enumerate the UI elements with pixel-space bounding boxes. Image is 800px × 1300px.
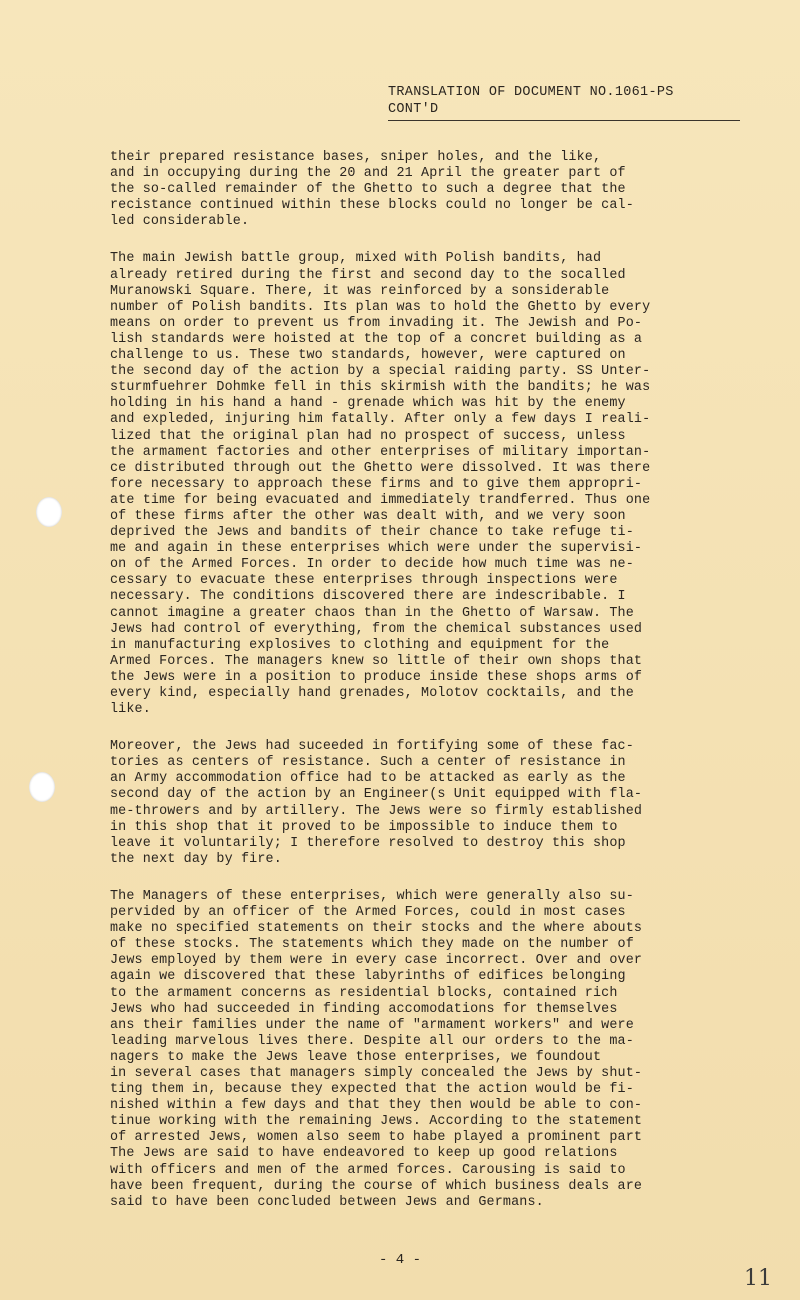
text-line: and expleded, injuring him fatally. After only a few days I reali-	[110, 412, 651, 428]
text-line: lish standards were hoisted at the top of a concret building as a	[110, 331, 643, 347]
text-line: The Jews are said to have endeavored to keep up good relations	[110, 1146, 618, 1162]
text-line: every kind, especially hand grenades, Molotov cocktails, and the	[110, 686, 634, 701]
text-line: nagers to make the Jews leave those enterprises, we foundout	[110, 1049, 602, 1065]
text-line: their prepared resistance bases, sniper holes, and the like,	[110, 150, 602, 165]
text-line: nished within a few days and that they then would be able to con-	[110, 1098, 643, 1114]
text-line: have been frequent, during the course of which business deals are	[110, 1178, 643, 1194]
text-line: cannot imagine a greater chaos than in the Ghetto of Warsaw. The	[110, 605, 634, 621]
text-line: The main Jewish battle group, mixed with Polish bandits, had	[110, 251, 602, 267]
text-line: said to have been concluded between Jews and Germans.	[110, 1194, 544, 1210]
paragraph	[110, 251, 770, 718]
text-line: fore necessary to approach these firms and to give them appropri-	[110, 476, 643, 492]
text-line: Muranowski Square. There, it was reinforced by a sonsiderable	[110, 283, 610, 299]
text-line: The Managers of these enterprises, which were generally also su-	[110, 888, 634, 904]
document-header	[388, 84, 740, 121]
handwritten-folio-number: 11	[744, 1266, 772, 1291]
text-line: make no specified statements on their stocks and the where abouts	[110, 921, 643, 937]
text-line: Armed Forces. The managers knew so little of their own shops that	[110, 653, 643, 669]
text-line: in manufacturing explosives to clothing and equipment for the	[110, 637, 610, 653]
text-line: holding in his hand a hand - grenade which was hit by the enemy	[110, 396, 626, 412]
text-line: like.	[110, 702, 151, 718]
text-line: second day of the action by an Engineer(s Unit equipped with fla-	[110, 787, 643, 803]
paragraph	[110, 739, 770, 868]
text-line: the so-called remainder of the Ghetto to such a degree that the	[110, 182, 626, 198]
text-line: lized that the original plan had no prospect of success, unless	[110, 428, 626, 444]
text-line: tories as centers of resistance. Such a center of resistance in	[110, 755, 626, 771]
text-line: ce distributed through out the Ghetto were dissolved. It was there	[110, 460, 651, 476]
text-line: me-throwers and by artillery. The Jews were so firmly established	[110, 803, 643, 819]
text-line: of these stocks. The statements which they made on the number of	[110, 937, 634, 953]
header-title: TRANSLATION OF DOCUMENT NO.1061-PS	[388, 85, 674, 100]
text-line: cessary to evacuate these enterprises through inspections were	[110, 573, 618, 589]
text-line: and in occupying during the 20 and 21 April the greater part of	[110, 166, 626, 182]
text-line: of arrested Jews, women also seem to habe played a prominent part	[110, 1130, 643, 1146]
text-line: challenge to us. These two standards, however, were captured on	[110, 348, 626, 364]
text-line: Moreover, the Jews had suceeded in fortifying some of these fac-	[110, 739, 634, 755]
text-line: ans their families under the name of "armament workers" and were	[110, 1017, 634, 1033]
punch-hole	[36, 497, 62, 527]
text-line: ate time for being evacuated and immediately trandferred. Thus one	[110, 492, 651, 508]
text-line: an Army accommodation office had to be attacked as early as the	[110, 771, 626, 787]
text-line: recistance continued within these blocks could no longer be cal-	[110, 198, 634, 214]
header-continued: CONT'D	[388, 102, 439, 117]
text-line: led considerable.	[110, 214, 250, 230]
text-line: the second day of the action by a special raiding party. SS Unter-	[110, 364, 651, 380]
punch-hole	[29, 772, 55, 802]
text-line: means on order to prevent us from invading it. The Jewish and Po-	[110, 315, 643, 331]
text-line: the armament factories and other enterprises of military importan-	[110, 444, 651, 460]
text-line: ting them in, because they expected that the action would be fi-	[110, 1082, 634, 1098]
text-line: in this shop that it proved to be impossible to induce them to	[110, 819, 618, 835]
text-line: Jews had control of everything, from the chemical substances used	[110, 621, 643, 637]
page-number: - 4 -	[378, 1252, 421, 1268]
text-line: with officers and men of the armed forces. Carousing is said to	[110, 1162, 626, 1178]
paragraph	[110, 889, 770, 1211]
text-line: sturmfuehrer Dohmke fell in this skirmish with the bandits; he was	[110, 380, 651, 396]
text-line: pervided by an officer of the Armed Forces, could in most cases	[110, 905, 626, 921]
text-line: of these firms after the other was dealt with, and we very soon	[110, 508, 626, 524]
text-line: deprived the Jews and bandits of their chance to take refuge ti-	[110, 525, 634, 541]
text-line: already retired during the first and second day to the socalled	[110, 267, 626, 283]
text-line: leave it voluntarily; I therefore resolved to destroy this shop	[110, 835, 626, 851]
text-line: on of the Armed Forces. In order to decide how much time was ne-	[110, 557, 634, 573]
text-line: leading marvelous lives there. Despite all our orders to the ma-	[110, 1033, 634, 1049]
text-line: me and again in these enterprises which were under the supervisi-	[110, 541, 643, 557]
text-line: the Jews were in a position to produce inside these shops arms of	[110, 669, 643, 685]
text-line: Jews employed by them were in every case incorrect. Over and over	[110, 953, 643, 969]
text-line: again we discovered that these labyrinths of edifices belonging	[110, 969, 626, 985]
text-line: the next day by fire.	[110, 851, 282, 867]
text-line: to the armament concerns as residential blocks, contained rich	[110, 985, 618, 1001]
text-line: necessary. The conditions discovered there are indescribable. I	[110, 589, 626, 605]
document-body	[110, 150, 770, 1232]
text-line: tinue working with the remaining Jews. According to the statement	[110, 1114, 643, 1130]
text-line: number of Polish bandits. Its plan was to hold the Ghetto by every	[110, 299, 651, 315]
paragraph	[110, 150, 770, 230]
text-line: Jews who had succeeded in finding accomodations for themselves	[110, 1001, 618, 1017]
text-line: in several cases that managers simply concealed the Jews by shut-	[110, 1065, 643, 1081]
